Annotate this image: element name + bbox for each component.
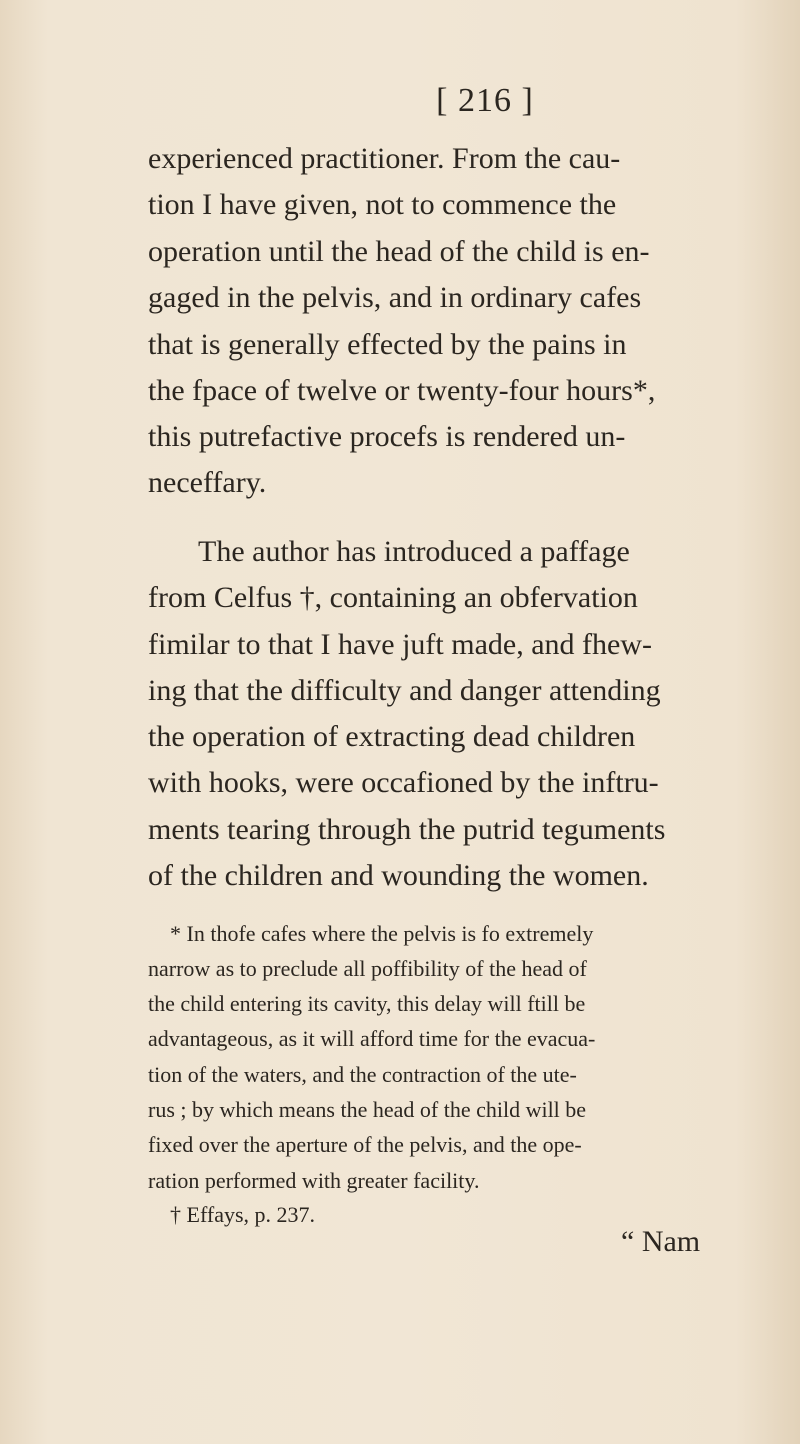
footnote-line: * In thofe cafes where the pelvis is fo extremely xyxy=(170,921,594,946)
text-line: neceffary. xyxy=(148,466,267,499)
text-line: the fpace of twelve or twenty-four hours*, xyxy=(148,374,656,407)
text-line: fimilar to that I have juft made, and fhew- xyxy=(148,628,652,661)
page-number: [ 216 ] xyxy=(436,82,534,119)
text-line: operation until the head of the child is en- xyxy=(148,235,650,268)
page-number-header xyxy=(0,82,800,120)
footnote-line: narrow as to preclude all poffibility of the head of xyxy=(148,956,587,981)
footnote-line: † Effays, p. 237. xyxy=(170,1202,316,1227)
text-line: experienced practitioner. From the cau- xyxy=(148,142,621,175)
text-line: that is generally effected by the pains in xyxy=(148,328,627,361)
catchword: “ Nam xyxy=(621,1225,701,1258)
text-line: from Celfus †, containing an obfervation xyxy=(148,581,638,614)
text-line: this putrefactive procefs is rendered un- xyxy=(148,420,626,453)
text-line: tion I have given, not to commence the xyxy=(148,188,617,221)
text-line: with hooks, were occafioned by the inftru- xyxy=(148,766,659,799)
footnote-line: fixed over the aperture of the pelvis, and the ope- xyxy=(148,1132,582,1157)
text-line: ing that the difficulty and danger attending xyxy=(148,674,661,707)
text-line: of the children and wounding the women. xyxy=(148,859,649,892)
text-line: the operation of extracting dead children xyxy=(148,720,636,753)
footnote-line: rus ; by which means the head of the child will be xyxy=(148,1097,587,1122)
text-line: gaged in the pelvis, and in ordinary cafes xyxy=(148,281,642,314)
text-line: ments tearing through the putrid teguments xyxy=(148,813,666,846)
text-line: The author has introduced a paffage xyxy=(198,535,630,568)
footnote-line: advantageous, as it will afford time for the evacua- xyxy=(148,1026,596,1051)
footnote-line: ration performed with greater facility. xyxy=(148,1168,480,1193)
footnote-line: the child entering its cavity, this delay will ftill be xyxy=(148,991,586,1016)
footnote-line: tion of the waters, and the contraction of the ute- xyxy=(148,1062,577,1087)
